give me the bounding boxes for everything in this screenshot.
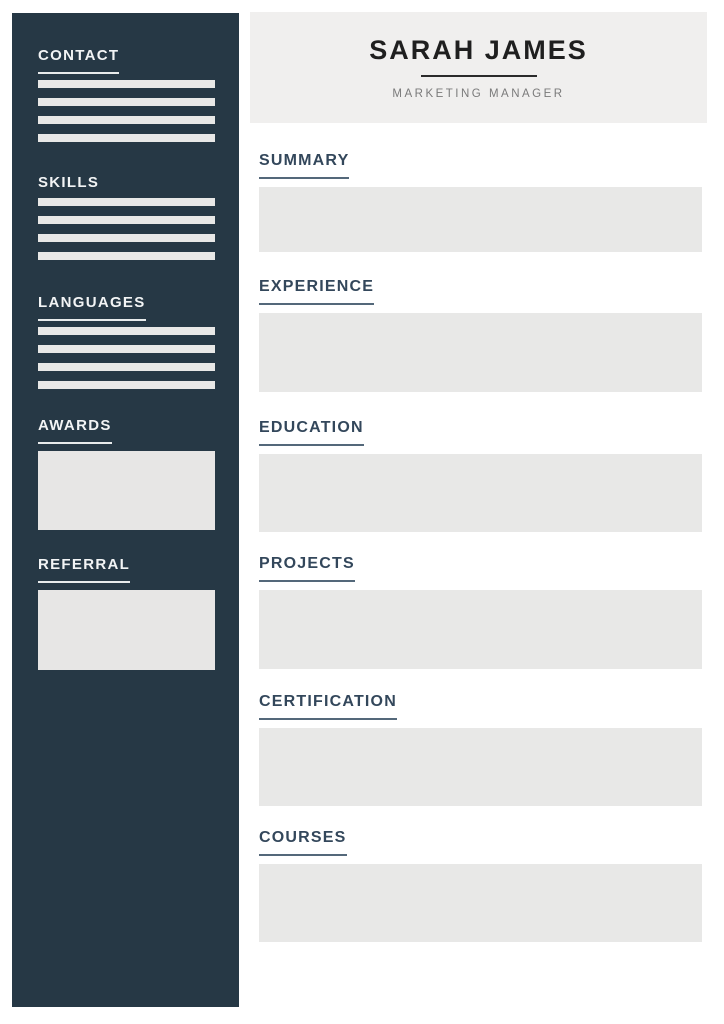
placeholder-line [38,216,215,224]
referral-placeholder-box [38,590,215,670]
section-heading-certification: CERTIFICATION [259,694,397,720]
sidebar-section-languages [38,294,215,389]
placeholder-line [38,116,215,124]
section-courses [259,829,702,942]
awards-placeholder-box [38,451,215,530]
sidebar-section-contact [38,47,215,142]
contact-placeholder-lines [38,80,215,142]
name-header [250,12,707,123]
person-name: SARAH JAMES [369,34,588,65]
sidebar-heading-contact: CONTACT [38,47,119,74]
sidebar-heading-awards: AWARDS [38,417,112,444]
section-heading-summary: SUMMARY [259,153,349,179]
name-divider [421,75,537,77]
placeholder-line [38,80,215,88]
sidebar-section-referral [38,556,215,670]
education-placeholder-box [259,454,702,532]
section-education [259,419,702,532]
section-heading-experience: EXPERIENCE [259,279,374,305]
placeholder-line [38,327,215,335]
certification-placeholder-box [259,728,702,806]
placeholder-line [38,252,215,260]
languages-placeholder-lines [38,327,215,389]
skills-placeholder-lines [38,198,215,260]
placeholder-line [38,234,215,242]
sidebar-heading-languages: LANGUAGES [38,294,146,321]
section-heading-courses: COURSES [259,830,347,856]
section-certification [259,693,702,806]
projects-placeholder-box [259,590,702,669]
experience-placeholder-box [259,313,702,392]
placeholder-line [38,198,215,206]
sidebar-heading-skills: SKILLS [38,174,100,191]
section-projects [259,555,702,669]
section-heading-education: EDUCATION [259,420,364,446]
sidebar [12,13,239,1007]
sidebar-heading-referral: REFERRAL [38,556,130,583]
sidebar-section-skills [38,174,215,260]
main-column [259,152,702,942]
section-summary [259,152,702,252]
placeholder-line [38,134,215,142]
summary-placeholder-box [259,187,702,252]
courses-placeholder-box [259,864,702,942]
section-heading-projects: PROJECTS [259,556,355,582]
sidebar-section-awards [38,417,215,530]
section-experience [259,278,702,392]
placeholder-line [38,381,215,389]
placeholder-line [38,363,215,371]
placeholder-line [38,345,215,353]
placeholder-line [38,98,215,106]
job-title: MARKETING MANAGER [392,87,565,100]
